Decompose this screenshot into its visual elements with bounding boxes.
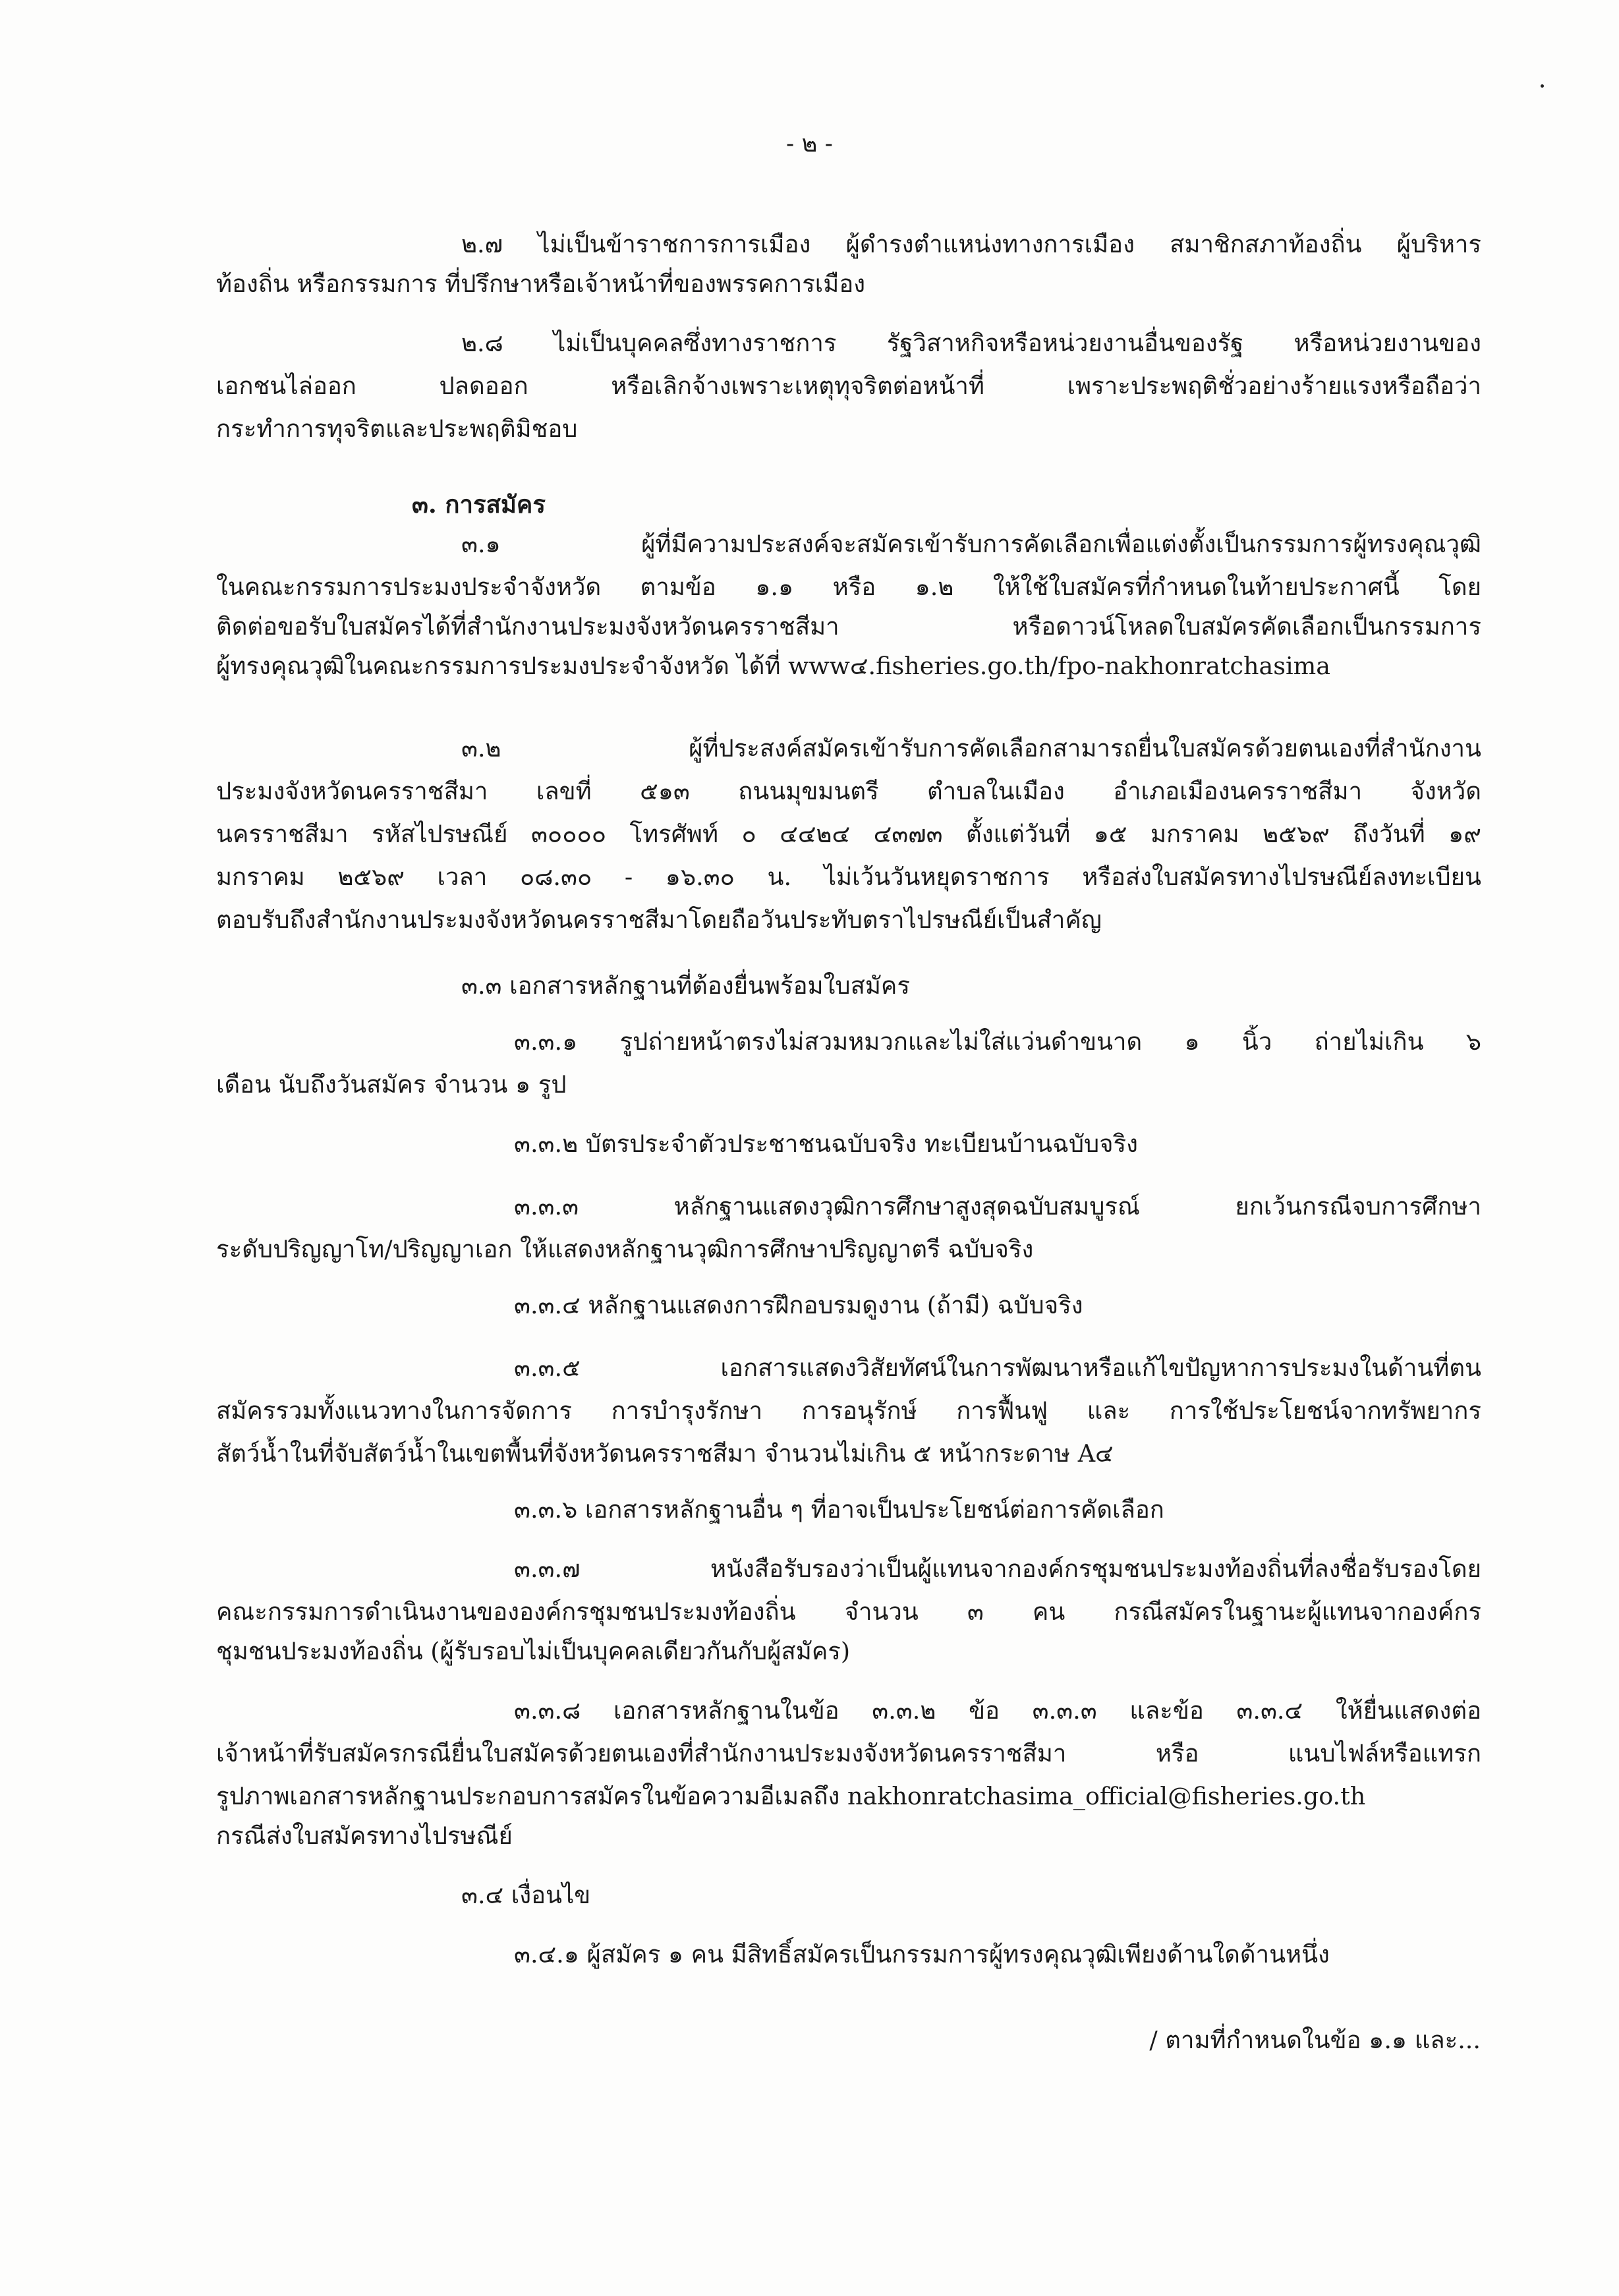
clause-3-3-7-line-1: ๓.๓.๗ หนังสือรับรองว่าเป็นผู้แทนจากองค์กรชุมชนประมงท้องถิ่นที่ลงชื่อรับรองโดย [514,1555,1481,1583]
clause-3-3-4: ๓.๓.๔ หลักฐานแสดงการฝึกอบรมดูงาน (ถ้ามี) ฉบับจริง [514,1291,1083,1319]
clause-3-1-line-2: ในคณะกรรมการประมงประจำจังหวัด ตามข้อ ๑.๑ หรือ ๑.๒ ให้ใช้ใบสมัครที่กำหนดในท้ายประกาศนี้ โดย [216,573,1481,601]
clause-3-3-5-line-1: ๓.๓.๕ เอกสารแสดงวิสัยทัศน์ในการพัฒนาหรือแก้ไขปัญหาการประมงในด้านที่ตน [514,1354,1481,1382]
clause-3-4-heading: ๓.๔ เงื่อนไข [461,1881,591,1909]
clause-3-3-5-line-3: สัตว์น้ำในที่จับสัตว์น้ำในเขตพื้นที่จังหวัดนครราชสีมา จำนวนไม่เกิน ๕ หน้ากระดาษ A๔ [216,1439,1114,1468]
clause-3-2-line-4: มกราคม ๒๕๖๙ เวลา ๐๘.๓๐ - ๑๖.๓๐ น. ไม่เว้นวันหยุดราชการ หรือส่งใบสมัครทางไปรษณีย์ลงทะเบียน [216,863,1481,891]
scan-speck [1541,84,1544,88]
clause-3-3-3-line-2: ระดับปริญญาโท/ปริญญาเอก ให้แสดงหลักฐานวุฒิการศึกษาปริญญาตรี ฉบับจริง [216,1235,1034,1263]
clause-3-3-3-line-1: ๓.๓.๓ หลักฐานแสดงวุฒิการศึกษาสูงสุดฉบับสมบูรณ์ ยกเว้นกรณีจบการศึกษา [514,1192,1481,1220]
clause-3-4-1: ๓.๔.๑ ผู้สมัคร ๑ คน มีสิทธิ์สมัครเป็นกรรมการผู้ทรงคุณวุฒิเพียงด้านใดด้านหนึ่ง [514,1940,1330,1968]
clause-3-2-line-5: ตอบรับถึงสำนักงานประมงจังหวัดนครราชสีมาโดยถือวันประทับตราไปรษณีย์เป็นสำคัญ [216,905,1102,934]
clause-3-1-line-1: ๓.๑ ผู้ที่มีความประสงค์จะสมัครเข้ารับการคัดเลือกเพื่อแต่งตั้งเป็นกรรมการผู้ทรงคุณวุฒิ [461,530,1481,558]
clause-3-3-7-line-2: คณะกรรมการดำเนินงานขององค์กรชุมชนประมงท้องถิ่น จำนวน ๓ คน กรณีสมัครในฐานะผู้แทนจากองค์กร [216,1597,1481,1626]
clause-3-3-7-line-3: ชุมชนประมงท้องถิ่น (ผู้รับรอบไม่เป็นบุคคลเดียวกันกับผู้สมัคร) [216,1637,851,1665]
clause-2-7-line-1: ๒.๗ ไม่เป็นข้าราชการการเมือง ผู้ดำรงตำแหน่งทางการเมือง สมาชิกสภาท้องถิ่น ผู้บริหาร [461,230,1481,258]
clause-3-3-1-line-2: เดือน นับถึงวันสมัคร จำนวน ๑ รูป [216,1070,567,1099]
clause-3-3-8-line-1: ๓.๓.๘ เอกสารหลักฐานในข้อ ๓.๓.๒ ข้อ ๓.๓.๓ และข้อ ๓.๓.๔ ให้ยื่นแสดงต่อ [514,1696,1481,1725]
section-3-heading: ๓. การสมัคร [412,490,546,519]
clause-3-2-line-1: ๓.๒ ผู้ที่ประสงค์สมัครเข้ารับการคัดเลือกสามารถยื่นใบสมัครด้วยตนเองที่สำนักงาน [461,734,1481,762]
clause-3-1-line-3: ติดต่อขอรับใบสมัครได้ที่สำนักงานประมงจังหวัดนครราชสีมา หรือดาวน์โหลดใบสมัครคัดเลือกเป็นกรรมการ [216,612,1481,641]
page-number: - ๒ - [786,130,833,158]
clause-3-3-heading: ๓.๓ เอกสารหลักฐานที่ต้องยื่นพร้อมใบสมัคร [461,971,910,1000]
clause-3-2-line-2: ประมงจังหวัดนครราชสีมา เลขที่ ๕๑๓ ถนนมุขมนตรี ตำบลในเมือง อำเภอเมืองนครราชสีมา จังหวัด [216,777,1481,805]
clause-3-3-8-line-4: กรณีส่งใบสมัครทางไปรษณีย์ [216,1822,513,1850]
clause-3-1-line-4: ผู้ทรงคุณวุฒิในคณะกรรมการประมงประจำจังหวัด ได้ที่ www๔.fisheries.go.th/fpo-nakhonratchasima [216,652,1331,680]
clause-3-3-6: ๓.๓.๖ เอกสารหลักฐานอื่น ๆ ที่อาจเป็นประโยชน์ต่อการคัดเลือก [514,1495,1164,1524]
clause-2-8-line-3: กระทำการทุจริตและประพฤติมิชอบ [216,415,578,443]
clause-2-8-line-1: ๒.๘ ไม่เป็นบุคคลซึ่งทางราชการ รัฐวิสาหกิจหรือหน่วยงานอื่นของรัฐ หรือหน่วยงานของ [461,329,1481,357]
continuation-footer: / ตามที่กำหนดในข้อ ๑.๑ และ... [1149,2026,1481,2054]
clause-3-3-2: ๓.๓.๒ บัตรประจำตัวประชาชนฉบับจริง ทะเบียนบ้านฉบับจริง [514,1130,1138,1158]
clause-3-3-8-line-2: เจ้าหน้าที่รับสมัครกรณียื่นใบสมัครด้วยตนเองที่สำนักงานประมงจังหวัดนครราชสีมา หรือ แนบไฟล์หรือแทรก [216,1739,1481,1767]
clause-3-3-8-line-3: รูปภาพเอกสารหลักฐานประกอบการสมัครในข้อความอีเมลถึง nakhonratchasima_official@fisheries.go.th [216,1782,1366,1810]
clause-2-7-line-2: ท้องถิ่น หรือกรรมการ ที่ปรึกษาหรือเจ้าหน้าที่ของพรรคการเมือง [216,270,866,298]
clause-3-3-5-line-2: สมัครรวมทั้งแนวทางในการจัดการ การบำรุงรักษา การอนุรักษ์ การฟื้นฟู และ การใช้ประโยชน์จากทรัพยากร [216,1396,1481,1425]
clause-3-3-1-line-1: ๓.๓.๑ รูปถ่ายหน้าตรงไม่สวมหมวกและไม่ใส่แว่นดำขนาด ๑ นิ้ว ถ่ายไม่เกิน ๖ [514,1027,1481,1056]
clause-2-8-line-2: เอกชนไล่ออก ปลดออก หรือเลิกจ้างเพราะเหตุทุจริตต่อหน้าที่ เพราะประพฤติชั่วอย่างร้ายแรงหรือถือว่า [216,372,1481,400]
clause-3-2-line-3: นครราชสีมา รหัสไปรษณีย์ ๓๐๐๐๐ โทรศัพท์ ๐ ๔๔๒๔ ๔๓๗๓ ตั้งแต่วันที่ ๑๕ มกราคม ๒๕๖๙ ถึงวันที่ ๑๙ [216,820,1481,848]
